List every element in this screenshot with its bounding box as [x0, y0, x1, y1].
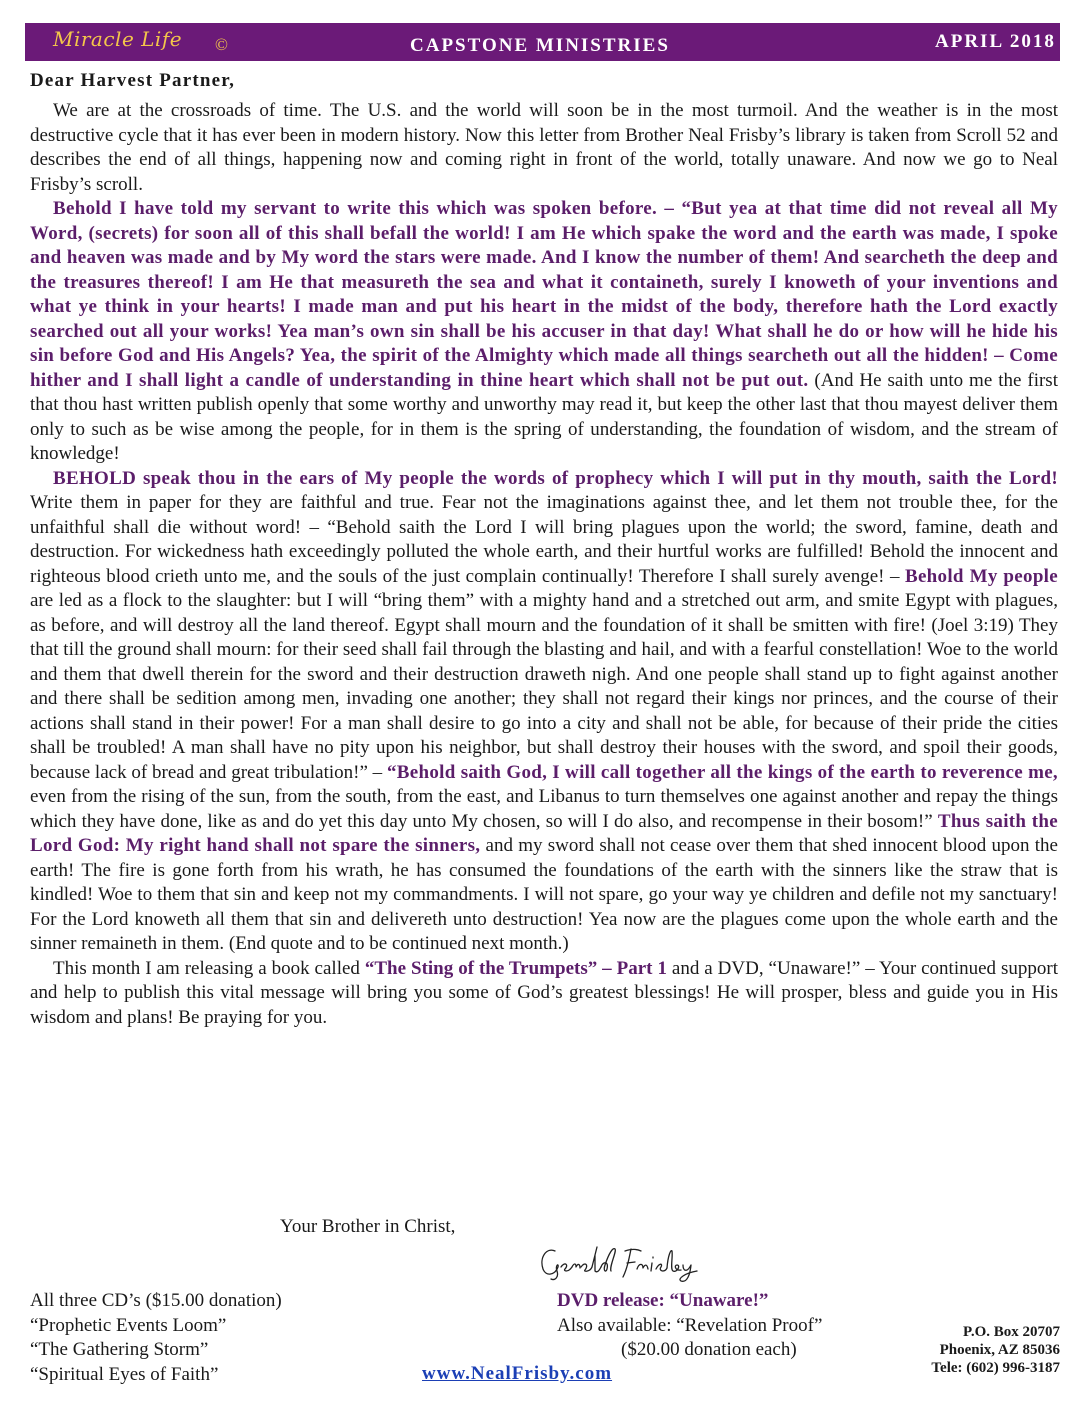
closing: Your Brother in Christ, [280, 1216, 456, 1237]
body-text: (And He saith unto me the first that thou hast written publish openly that some worthy and unworthy may read it, but keep the other last that thou mayest deliver them only to such as be wise among the people, for in them is the spring of understanding, the foundation of wisdom, and the stream of knowledge! [30, 369, 1058, 464]
newsletter-header [25, 23, 1060, 61]
miracle-life-logo: Miracle Life [53, 27, 183, 51]
emphasis-text: Behold I have told my servant to write this which was spoken before. – “But yea at that time did not reveal all My Word, (secrets) for soon all of this shall befall the world! I am He which spake the word and the earth was made, I spoke and heaven was made and by My word the stars were made. And I know the number of them! And searcheth the deep and the treasures thereof! I am He that measureth the sea and what it containeth, surely I knoweth of your inventions and what ye think in your hearts! I made man and put his heart in the midst of the body, therefore hath the Lord exactly searched out all your works! Yea man’s own sin shall be his accuser in that day! What shall he do or how will he hide his sin before God and His Angels? Yea, the spirit of the Almighty which made all things searcheth out all the hidden! – Come hither and I shall light a candle of understanding in thine heart which shall not be put out. [30, 198, 1058, 391]
paragraph-intro: We are at the crossroads of time. The U.S. and the world will soon be in the most turmoil. And the weather is in the most destructive cycle that it has ever been in modern history. Now this letter from Brother Neal Frisby’s library is taken from Scroll 52 and describes the end of all things, happening now and coming right in front of the world, totally unaware. And now we go to Neal Frisby’s scroll. [30, 100, 1058, 195]
signature [535, 1243, 725, 1285]
letter-body [30, 99, 1058, 1030]
body-text: are led as a flock to the slaughter: but I will “bring them” with a mighty hand and a stretched out arm, and smite Egypt with plagues, as before, and will destroy all the land thereof. Egypt shall mourn and the foundation of it shall be smitten with fire! (Joel 3:19) They that till the ground shall mourn: for their seed shall fail through the blasting and hail, and with a fearful constellation! Woe to the world and them that dwell therein for the sword and their destruction draweth nigh. And one people shall stand up to fight against another and there shall be sedition among men, invading one another; they shall not regard their kings nor princes, and the course of their actions shall stand in their power! For a man shall desire to go into a city and shall not be able, for because of their pride the cities shall be troubled! A man shall have no pity upon his neighbor, but shall destroy their houses with the sword, and spoil their goods, because lack of bread and great tribulation!” – [30, 590, 1058, 783]
body-text: even from the rising of the sun, from the south, from the east, and Libanus to turn themselves one against another and repay the things which they have done, like as and do yet this day unto My chosen, so will I do also, and recompense in their bosom!” [30, 786, 1058, 832]
cd-title: “Prophetic Events Loom” [30, 1314, 227, 1336]
dvd-offer [557, 1289, 822, 1363]
website-link[interactable]: www.NealFrisby.com [422, 1363, 613, 1384]
body-text: and my sword shall not cease over them that shed innocent blood upon the earth! The fire is gone forth from his wrath, he has consumed the foundations of the earth with the sinners like the straw that is kindled! Woe to them that sin and keep not my commandments. I will not spare, go your way ye children and defile not my sanctuary! For the Lord knoweth all them that sin and delivereth unto destruction! Yea now are the plagues come upon the whole earth and the sinner remaineth in them. (End quote and to be continued next month.) [30, 835, 1058, 954]
cd-title: “Spiritual Eyes of Faith” [30, 1363, 219, 1385]
emphasis-text: BEHOLD speak thou in the ears of My people the words of prophecy which I will put in thy mouth, saith the Lord! [53, 467, 1058, 489]
issue-date: APRIL 2018 [935, 31, 1056, 52]
telephone: Tele: (602) 996-3187 [931, 1360, 1060, 1376]
emphasis-text: Thus saith the Lord God: My right hand shall not spare the sinners, [30, 810, 1058, 856]
body-text: This month I am releasing a book called [53, 957, 365, 979]
cd-title: “The Gathering Storm” [30, 1339, 209, 1360]
city-state-zip: Phoenix, AZ 85036 [939, 1342, 1060, 1358]
ministry-name: CAPSTONE MINISTRIES [410, 35, 670, 56]
mailing-address [931, 1323, 1060, 1377]
salutation: Dear Harvest Partner, [30, 70, 236, 91]
copyright-mark: © [215, 35, 228, 54]
dvd-release-title: DVD release: “Unaware!” [557, 1290, 769, 1311]
also-available: Also available: “Revelation Proof” [557, 1314, 823, 1336]
emphasis-text: Behold My people [904, 565, 1058, 587]
paragraph-scroll-quote [30, 197, 1058, 467]
emphasis-text: “Behold saith God, I will call together all the kings of the earth to reverence me, [386, 761, 1058, 783]
paragraph-announcement [30, 957, 1058, 1031]
cd-offer-heading: All three CD’s ($15.00 donation) [30, 1290, 282, 1311]
body-text: and a DVD, “Unaware!” – Your continued support and help to publish this vital message will bring you some of God’s greatest blessings! He will prosper, bless and guide you in His wisdom and plans! Be praying for you. [30, 957, 1058, 1028]
donation-amount: ($20.00 donation each) [621, 1339, 797, 1360]
po-box: P.O. Box 20707 [963, 1324, 1060, 1340]
cd-offer [30, 1289, 282, 1387]
paragraph-prophecy [30, 467, 1058, 957]
book-title: “The Sting of the Trumpets” – Part 1 [364, 957, 667, 979]
body-text: Write them in paper for they are faithful and true. Fear not the imaginations against thee, and let them not trouble thee, for the unfaithful shall die without word! – “Behold saith the Lord I will bring plagues upon the world; the sword, famine, death and destruction. For wickedness hath exceedingly polluted the whole earth, and their hurtful works are fulfilled! Behold the innocent and righteous blood crieth unto me, and the souls of the just complain continually! Therefore I shall surely avenge! – [30, 492, 1058, 587]
